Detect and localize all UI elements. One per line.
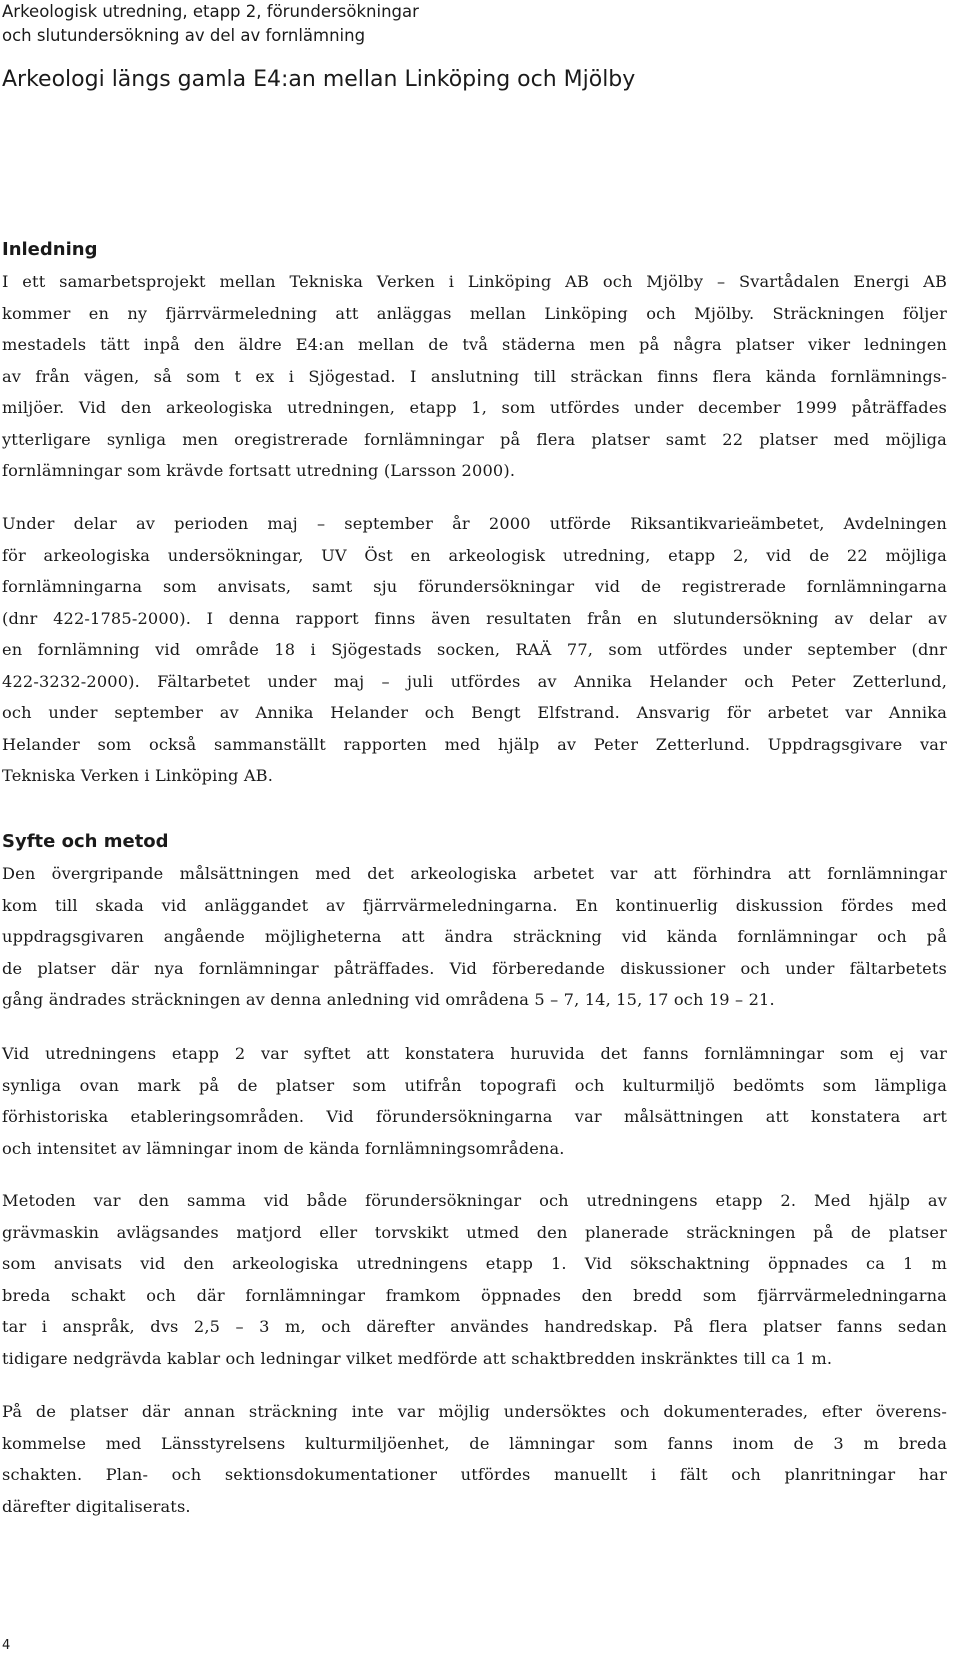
text-line: och under september av Annika Helander och Bengt Elfstrand. Ansvarig för arbetet var Annika [2,703,947,722]
text-line: därefter digitaliserats. [2,1496,191,1516]
text-line: förhistoriska etableringsområden. Vid förundersökningarna var målsättningen att konstatera art [2,1107,947,1126]
text-line: fornlämningarna som anvisats, samt sju förundersökningar vid de registrerade fornlämningarna [2,577,947,596]
text-line: kom till skada vid anläggandet av fjärrvärmeledningarna. En kontinuerlig diskussion fördes med [2,895,947,915]
paragraph [2,508,947,792]
text-line: som anvisats vid den arkeologiska utredningens etapp 1. Vid sökschaktning öppnades ca 1 m [2,1254,947,1273]
text-line: och intensitet av lämningar inom de kända fornlämningsområdena. [2,1138,565,1158]
text-line: I ett samarbetsprojekt mellan Tekniska Verken i Linköping AB och Mjölby – Svartådalen Energi AB [2,272,947,291]
text-line: kommer en ny fjärrvärmeledning att anläggas mellan Linköping och Mjölby. Sträckningen följer [2,303,947,323]
text-line: tidigare nedgrävda kablar och ledningar vilket medförde att schaktbredden inskränktes till ca 1 m. [2,1348,833,1368]
report-series-title [2,0,419,48]
text-line: av från vägen, så som t ex i Sjögestad. I anslutning till sträckan finns flera kända fornlämnings- [2,366,947,386]
section-heading-syfte-och-metod: Syfte och metod [2,831,169,852]
text-line: På de platser där annan sträckning inte var möjlig undersöktes och dokumenterades, efter överens- [2,1402,947,1421]
text-line: Tekniska Verken i Linköping AB. [2,766,274,785]
text-line: Den övergripande målsättningen med det arkeologiska arbetet var att förhindra att fornlämningar [2,864,947,883]
page-number: 4 [2,1638,11,1653]
text-line: kommelse med Länsstyrelsens kulturmiljöenhet, de lämningar som fanns inom de 3 m breda [2,1433,947,1453]
page-title: Arkeologi längs gamla E4:an mellan Linköping och Mjölby [2,67,636,92]
text-line: för arkeologiska undersökningar, UV Öst en arkeologisk utredning, etapp 2, vid de 22 möjliga [2,545,947,565]
text-line: Helander som också sammanställt rapporten med hjälp av Peter Zetterlund. Uppdragsgivare var [2,734,947,754]
text-line: de platser där nya fornlämningar påträffades. Vid förberedande diskussioner och under fältarbetets [2,958,947,978]
text-line: schakten. Plan- och sektionsdokumentationer utfördes manuellt i fält och planritningar har [2,1465,947,1484]
text-line: gång ändrades sträckningen av denna anledning vid områdena 5 – 7, 14, 15, 17 och 19 – 21. [2,990,775,1009]
text-line: fornlämningar som krävde fortsatt utredning (Larsson 2000). [2,461,516,480]
text-line: 422-3232-2000). Fältarbetet under maj – juli utfördes av Annika Helander och Peter Zetterlund, [2,671,947,691]
text-line: miljöer. Vid den arkeologiska utredningen, etapp 1, som utfördes under december 1999 påträffades [2,398,947,417]
text-line: mestadels tätt inpå den äldre E4:an mellan de två städerna men på några platser viker ledningen [2,335,947,354]
text-line: Vid utredningens etapp 2 var syftet att konstatera huruvida det fanns fornlämningar som ej var [2,1044,947,1063]
text-line: (dnr 422-1785-2000). I denna rapport finns även resultaten från en slutundersökning av delar av [2,608,947,628]
text-line: Under delar av perioden maj – september år 2000 utförde Riksantikvarieämbetet, Avdelningen [2,514,947,533]
text-line: breda schakt och där fornlämningar framkom öppnades den bredd som fjärrvärmeledningarna [2,1285,947,1305]
series-title-line-2: och slutundersökning av del av fornlämning [2,26,366,45]
paragraph [2,1038,947,1164]
section-heading-inledning: Inledning [2,239,98,260]
text-line: grävmaskin avlägsandes matjord eller torvskikt utmed den planerade sträckningen på de platser [2,1222,947,1242]
paragraph [2,266,947,487]
series-title-line-1: Arkeologisk utredning, etapp 2, förundersökningar [2,2,419,21]
text-line: uppdragsgivaren angående möjligheterna att ändra sträckning vid kända fornlämningar och på [2,927,947,946]
text-line: Metoden var den samma vid både förundersökningar och utredningens etapp 2. Med hjälp av [2,1191,947,1210]
text-line: en fornlämning vid område 18 i Sjögestads socken, RAÄ 77, som utfördes under september (dnr [2,640,947,659]
paragraph [2,1396,947,1522]
paragraph [2,1185,947,1374]
text-line: synliga ovan mark på de platser som utifrån topografi och kulturmiljö bedömts som lämpliga [2,1075,947,1095]
paragraph [2,858,947,1016]
text-line: ytterligare synliga men oregistrerade fornlämningar på flera platser samt 22 platser med möjliga [2,429,947,449]
text-line: tar i anspråk, dvs 2,5 – 3 m, och därefter användes handredskap. På flera platser fanns sedan [2,1317,947,1336]
